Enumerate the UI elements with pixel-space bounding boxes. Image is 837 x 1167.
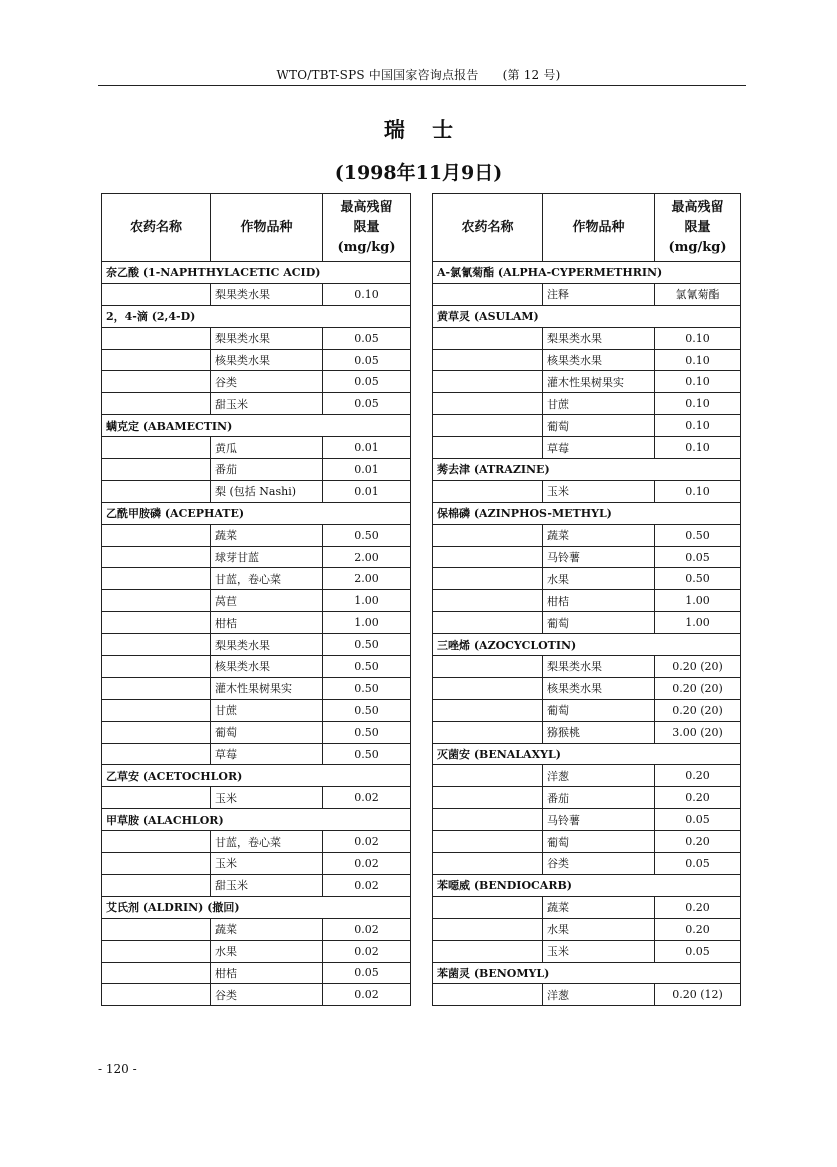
empty-cell (433, 590, 543, 612)
empty-cell (433, 546, 543, 568)
pesticide-group-row (102, 896, 411, 918)
table-row (102, 962, 411, 984)
crop-cell: 玉米 (211, 853, 323, 875)
empty-cell (433, 415, 543, 437)
table-row (433, 480, 741, 502)
crop-cell: 柑桔 (543, 590, 655, 612)
page-number: - 120 - (98, 1062, 137, 1076)
crop-cell: 葡萄 (211, 721, 323, 743)
empty-cell (102, 459, 211, 481)
header-divider (98, 85, 746, 86)
table-row (102, 283, 411, 305)
pesticide-name: 保棉磷 (AZINPHOS-METHYL) (433, 502, 741, 524)
table-row (433, 393, 741, 415)
table-row (433, 853, 741, 875)
mrl-value-cell: 0.20 (655, 918, 741, 940)
pesticide-name: 莠去津 (ATRAZINE) (433, 459, 741, 481)
mrl-value-cell: 0.20 (20) (655, 656, 741, 678)
running-header (0, 66, 837, 83)
table-row (433, 831, 741, 853)
empty-cell (102, 590, 211, 612)
crop-cell: 蔬菜 (543, 524, 655, 546)
crop-cell: 甘蓝，卷心菜 (211, 831, 323, 853)
pesticide-name: 甲草胺 (ALACHLOR) (102, 809, 411, 831)
mrl-value-cell: 0.05 (323, 349, 411, 371)
table-row (433, 765, 741, 787)
crop-cell: 蔬菜 (543, 896, 655, 918)
crop-cell: 注释 (543, 283, 655, 305)
crop-cell: 球芽甘蓝 (211, 546, 323, 568)
table-row (102, 437, 411, 459)
crop-cell: 甘蔗 (543, 393, 655, 415)
empty-cell (433, 809, 543, 831)
mrl-value-cell: 0.50 (323, 656, 411, 678)
crop-cell: 草莓 (211, 743, 323, 765)
table-row (102, 940, 411, 962)
pesticide-group-row (102, 765, 411, 787)
mrl-value-cell: 0.10 (655, 327, 741, 349)
table-row (433, 656, 741, 678)
pesticide-name: 螨克定 (ABAMECTIN) (102, 415, 411, 437)
table-row (102, 459, 411, 481)
pesticide-name: 乙草安 (ACETOCHLOR) (102, 765, 411, 787)
table-row (433, 327, 741, 349)
mrl-value-cell: 0.05 (323, 962, 411, 984)
table-row (433, 437, 741, 459)
mrl-value-cell: 0.02 (323, 984, 411, 1006)
mrl-value-cell: 0.20 (655, 787, 741, 809)
table-row (102, 349, 411, 371)
pesticide-name: 灭菌安 (BENALAXYL) (433, 743, 741, 765)
country-title: 瑞 士 (383, 117, 464, 142)
table-row (433, 590, 741, 612)
table-row (433, 283, 741, 305)
crop-column-header: 作物品种 (211, 194, 323, 262)
pesticide-name: 乙酰甲胺磷 (ACEPHATE) (102, 502, 411, 524)
crop-cell: 玉米 (543, 940, 655, 962)
empty-cell (433, 349, 543, 371)
crop-cell: 番茄 (211, 459, 323, 481)
table-row (433, 371, 741, 393)
crop-cell: 灌木性果树果实 (211, 677, 323, 699)
mrl-value-cell: 0.02 (323, 874, 411, 896)
mrl-value-cell: 0.20 (655, 831, 741, 853)
mrl-value-cell: 0.50 (323, 721, 411, 743)
mrl-table-right (432, 193, 741, 1006)
pesticide-group-row (433, 634, 741, 656)
mrl-value-cell: 0.50 (323, 677, 411, 699)
mrl-column-header (655, 194, 741, 262)
empty-cell (102, 437, 211, 459)
empty-cell (102, 283, 211, 305)
crop-cell: 水果 (543, 568, 655, 590)
empty-cell (433, 699, 543, 721)
table-row (433, 612, 741, 634)
mrl-value-cell: 0.10 (323, 283, 411, 305)
crop-cell: 猕猴桃 (543, 721, 655, 743)
empty-cell (433, 831, 543, 853)
pesticide-group-row (433, 743, 741, 765)
pesticide-name: 苯菌灵 (BENOMYL) (433, 962, 741, 984)
empty-cell (102, 349, 211, 371)
crop-cell: 梨果类水果 (211, 634, 323, 656)
mrl-header-line2: 限量 (684, 219, 711, 235)
empty-cell (433, 765, 543, 787)
empty-cell (102, 546, 211, 568)
mrl-value-cell: 0.05 (655, 940, 741, 962)
mrl-value-cell: 0.10 (655, 349, 741, 371)
mrl-value-cell: 0.10 (655, 393, 741, 415)
table-row (102, 327, 411, 349)
empty-cell (102, 984, 211, 1006)
table-header-row (102, 194, 411, 262)
empty-cell (433, 524, 543, 546)
report-title: WTO/TBT-SPS 中国国家咨询点报告 (276, 68, 479, 82)
empty-cell (433, 568, 543, 590)
table-row (102, 393, 411, 415)
crop-cell: 梨果类水果 (211, 327, 323, 349)
table-row (433, 896, 741, 918)
pesticide-column-header: 农药名称 (102, 194, 211, 262)
table-row (433, 677, 741, 699)
table-row (102, 831, 411, 853)
crop-cell: 蔬菜 (211, 524, 323, 546)
mrl-value-cell: 0.50 (323, 743, 411, 765)
mrl-value-cell: 0.20 (655, 896, 741, 918)
mrl-table-left (101, 193, 411, 1006)
empty-cell (433, 984, 543, 1006)
table-row (102, 699, 411, 721)
empty-cell (433, 918, 543, 940)
mrl-value-cell: 0.02 (323, 918, 411, 940)
issue-number: (第 12 号) (502, 68, 561, 82)
table-row (433, 809, 741, 831)
mrl-value-cell: 1.00 (655, 612, 741, 634)
crop-cell: 马铃薯 (543, 809, 655, 831)
mrl-value-cell: 1.00 (655, 590, 741, 612)
mrl-value-cell: 0.02 (323, 940, 411, 962)
pesticide-group-row (102, 502, 411, 524)
mrl-value-cell: 氯氰菊酯 (655, 283, 741, 305)
empty-cell (102, 940, 211, 962)
table-row (102, 787, 411, 809)
table-row (102, 853, 411, 875)
empty-cell (102, 568, 211, 590)
mrl-header-line3: (mg/kg) (337, 239, 396, 255)
pesticide-group-row (102, 415, 411, 437)
mrl-value-cell: 0.02 (323, 787, 411, 809)
pesticide-name: 艾氏剂 (ALDRIN) (撤回) (102, 896, 411, 918)
mrl-value-cell: 2.00 (323, 546, 411, 568)
crop-cell: 莴苣 (211, 590, 323, 612)
crop-cell: 梨果类水果 (211, 283, 323, 305)
mrl-header-line2: 限量 (353, 219, 380, 235)
crop-cell: 水果 (543, 918, 655, 940)
empty-cell (433, 787, 543, 809)
empty-cell (433, 853, 543, 875)
mrl-value-cell: 0.10 (655, 371, 741, 393)
table-row (433, 699, 741, 721)
table-row (433, 568, 741, 590)
empty-cell (433, 940, 543, 962)
crop-cell: 柑桔 (211, 612, 323, 634)
table-row (102, 612, 411, 634)
empty-cell (102, 677, 211, 699)
empty-cell (433, 612, 543, 634)
empty-cell (433, 283, 543, 305)
table-row (102, 546, 411, 568)
pesticide-group-row (433, 874, 741, 896)
table-row (102, 634, 411, 656)
table-row (433, 415, 741, 437)
table-header-row (433, 194, 741, 262)
mrl-value-cell: 0.10 (655, 415, 741, 437)
mrl-value-cell: 0.05 (655, 546, 741, 568)
table-row (433, 984, 741, 1006)
report-date: (1998年11月9日) (334, 162, 503, 184)
mrl-value-cell: 0.20 (655, 765, 741, 787)
table-row (433, 349, 741, 371)
mrl-value-cell: 0.02 (323, 853, 411, 875)
table-row (102, 568, 411, 590)
mrl-column-header (323, 194, 411, 262)
crop-cell: 核果类水果 (211, 349, 323, 371)
crop-cell: 梨果类水果 (543, 656, 655, 678)
crop-cell: 葡萄 (543, 612, 655, 634)
empty-cell (102, 634, 211, 656)
empty-cell (102, 393, 211, 415)
crop-cell: 梨果类水果 (543, 327, 655, 349)
mrl-value-cell: 0.05 (655, 809, 741, 831)
mrl-value-cell: 0.05 (323, 371, 411, 393)
pesticide-group-row (102, 262, 411, 284)
mrl-header-line1: 最高残留 (671, 199, 724, 215)
crop-cell: 洋葱 (543, 765, 655, 787)
crop-cell: 柑桔 (211, 962, 323, 984)
pesticide-group-row (433, 305, 741, 327)
mrl-value-cell: 0.05 (323, 393, 411, 415)
mrl-value-cell: 0.01 (323, 437, 411, 459)
pesticide-group-row (433, 459, 741, 481)
empty-cell (102, 721, 211, 743)
empty-cell (433, 437, 543, 459)
mrl-value-cell: 1.00 (323, 612, 411, 634)
pesticide-name: 苯噁威 (BENDIOCARB) (433, 874, 741, 896)
empty-cell (102, 480, 211, 502)
mrl-value-cell: 0.20 (12) (655, 984, 741, 1006)
pesticide-name: A-氯氰菊酯 (ALPHA-CYPERMETHRIN) (433, 262, 741, 284)
pesticide-group-row (433, 962, 741, 984)
pesticide-group-row (102, 305, 411, 327)
table-row (102, 984, 411, 1006)
crop-cell: 玉米 (543, 480, 655, 502)
table-row (433, 940, 741, 962)
pesticide-group-row (433, 262, 741, 284)
mrl-value-cell: 0.05 (655, 853, 741, 875)
pesticide-column-header: 农药名称 (433, 194, 543, 262)
mrl-value-cell: 0.50 (323, 524, 411, 546)
mrl-value-cell: 0.20 (20) (655, 699, 741, 721)
empty-cell (433, 677, 543, 699)
empty-cell (102, 962, 211, 984)
mrl-header-line1: 最高残留 (340, 199, 393, 215)
pesticide-group-row (433, 502, 741, 524)
empty-cell (102, 743, 211, 765)
table-row (433, 721, 741, 743)
table-row (102, 721, 411, 743)
empty-cell (102, 656, 211, 678)
empty-cell (102, 918, 211, 940)
crop-cell: 梨 (包括 Nashi) (211, 480, 323, 502)
crop-cell: 马铃薯 (543, 546, 655, 568)
pesticide-name: 奈乙酸 (1-NAPHTHYLACETIC ACID) (102, 262, 411, 284)
empty-cell (102, 874, 211, 896)
mrl-value-cell: 0.02 (323, 831, 411, 853)
empty-cell (102, 831, 211, 853)
mrl-header-line3: (mg/kg) (668, 239, 727, 255)
crop-cell: 谷类 (211, 371, 323, 393)
empty-cell (102, 524, 211, 546)
empty-cell (433, 896, 543, 918)
empty-cell (433, 371, 543, 393)
crop-cell: 黄瓜 (211, 437, 323, 459)
empty-cell (433, 480, 543, 502)
empty-cell (433, 393, 543, 415)
empty-cell (102, 327, 211, 349)
pesticide-group-row (102, 809, 411, 831)
pesticide-name: 三唑烯 (AZOCYCLOTIN) (433, 634, 741, 656)
table-row (102, 524, 411, 546)
crop-cell: 甘蓝，卷心菜 (211, 568, 323, 590)
empty-cell (102, 787, 211, 809)
mrl-value-cell: 0.50 (655, 524, 741, 546)
empty-cell (102, 699, 211, 721)
mrl-value-cell: 0.10 (655, 437, 741, 459)
empty-cell (102, 612, 211, 634)
crop-cell: 谷类 (211, 984, 323, 1006)
mrl-value-cell: 0.50 (323, 634, 411, 656)
crop-cell: 洋葱 (543, 984, 655, 1006)
crop-cell: 玉米 (211, 787, 323, 809)
empty-cell (433, 656, 543, 678)
table-row (102, 677, 411, 699)
mrl-value-cell: 0.50 (323, 699, 411, 721)
mrl-value-cell: 0.20 (20) (655, 677, 741, 699)
table-row (433, 787, 741, 809)
empty-cell (433, 721, 543, 743)
crop-cell: 甜玉米 (211, 874, 323, 896)
table-row (433, 524, 741, 546)
crop-cell: 葡萄 (543, 415, 655, 437)
table-row (102, 371, 411, 393)
table-row (102, 743, 411, 765)
empty-cell (433, 327, 543, 349)
crop-cell: 核果类水果 (543, 349, 655, 371)
table-row (102, 874, 411, 896)
crop-cell: 番茄 (543, 787, 655, 809)
mrl-value-cell: 2.00 (323, 568, 411, 590)
table-row (102, 480, 411, 502)
table-row (433, 546, 741, 568)
mrl-value-cell: 0.10 (655, 480, 741, 502)
crop-cell: 水果 (211, 940, 323, 962)
pesticide-name: 2，4-滴 (2,4-D) (102, 305, 411, 327)
crop-column-header: 作物品种 (543, 194, 655, 262)
table-row (102, 918, 411, 940)
table-row (102, 656, 411, 678)
mrl-value-cell: 0.01 (323, 459, 411, 481)
crop-cell: 葡萄 (543, 831, 655, 853)
mrl-value-cell: 3.00 (20) (655, 721, 741, 743)
empty-cell (102, 853, 211, 875)
crop-cell: 谷类 (543, 853, 655, 875)
mrl-value-cell: 0.05 (323, 327, 411, 349)
empty-cell (102, 371, 211, 393)
crop-cell: 葡萄 (543, 699, 655, 721)
mrl-value-cell: 0.50 (655, 568, 741, 590)
crop-cell: 灌木性果树果实 (543, 371, 655, 393)
table-row (433, 918, 741, 940)
crop-cell: 草莓 (543, 437, 655, 459)
crop-cell: 甘蔗 (211, 699, 323, 721)
crop-cell: 核果类水果 (211, 656, 323, 678)
mrl-value-cell: 0.01 (323, 480, 411, 502)
crop-cell: 蔬菜 (211, 918, 323, 940)
crop-cell: 甜玉米 (211, 393, 323, 415)
table-row (102, 590, 411, 612)
crop-cell: 核果类水果 (543, 677, 655, 699)
mrl-value-cell: 1.00 (323, 590, 411, 612)
pesticide-name: 黄草灵 (ASULAM) (433, 305, 741, 327)
